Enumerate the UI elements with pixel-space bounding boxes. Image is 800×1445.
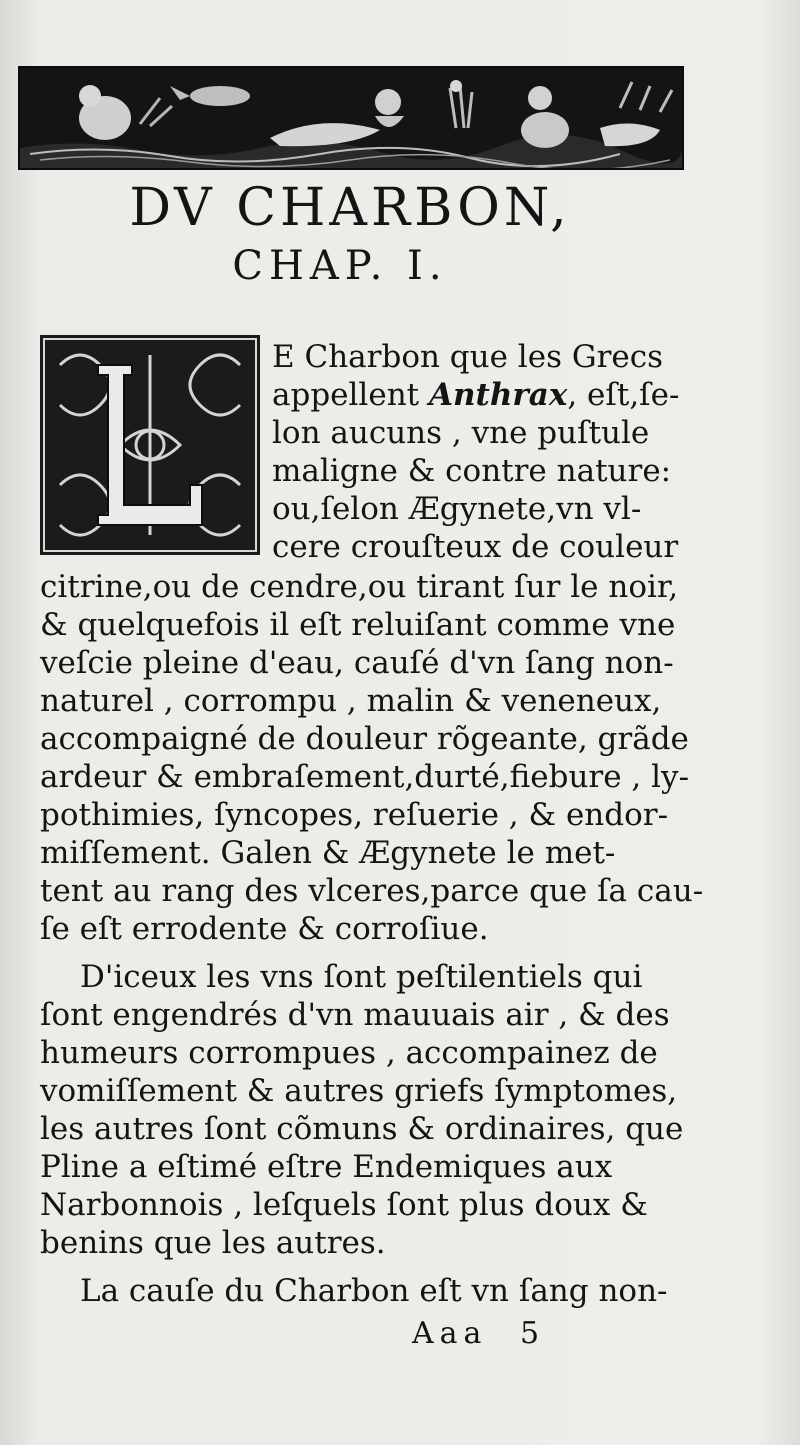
text-line-15: tent au rang des vlceres,parce que ſa cau- <box>40 873 704 909</box>
decorated-initial <box>40 335 260 555</box>
term-anthrax: Anthrax <box>428 377 568 413</box>
text-line-2-post: , eſt,ſe- <box>567 377 680 413</box>
text-line-24: benins que les autres. <box>40 1225 386 1261</box>
text-line-14: miſſement. Galen & Ægynete le met- <box>40 835 616 871</box>
text-line-5: ou,ſelon Ægynete,vn vl- <box>272 491 642 527</box>
text-line-23: Narbonnois , leſquels ſont plus doux & <box>40 1187 648 1223</box>
text-line-21: les autres ſont cõmuns & ordinaires, que <box>40 1111 684 1147</box>
ornamental-initial-icon <box>40 335 260 555</box>
woodcut-headpiece <box>18 66 684 170</box>
text-line-8: & quelquefois il eſt reluiſant comme vne <box>40 607 676 643</box>
text-line-20: vomiſſement & autres griefs ſymptomes, <box>40 1073 678 1109</box>
text-line-3: lon aucuns , vne puſtule <box>272 415 650 451</box>
text-line-7: citrine,ou de cendre,ou tirant ſur le noir, <box>40 569 679 605</box>
text-line-17: D'iceux les vns ſont peſtilentiels qui <box>80 959 643 995</box>
text-line-18: ſont engendrés d'vn mauuais air , & des <box>40 997 670 1033</box>
text-line-2 <box>272 376 680 414</box>
text-line-13: pothimies, ſyncopes, reſuerie , & endor- <box>40 797 669 833</box>
text-line-12: ardeur & embraſement,durté,fiebure , ly- <box>40 759 690 795</box>
text-line-1: E Charbon que les Grecs <box>272 339 664 375</box>
page-number: 5 <box>520 1316 540 1351</box>
text-line-2-pre: appellent <box>272 377 429 413</box>
text-line-6: cere crouſteux de couleur <box>272 529 679 565</box>
headpiece-ornament-icon <box>20 68 682 168</box>
text-line-4: maligne & contre nature: <box>272 453 672 489</box>
text-line-16: ſe eſt errodente & corroſiue. <box>40 911 489 947</box>
text-line-9: veſcie pleine d'eau, cauſé d'vn ſang non- <box>40 645 674 681</box>
text-line-22: Pline a eſtimé eſtre Endemiques aux <box>40 1149 613 1185</box>
text-line-10: naturel , corrompu , malin & veneneux, <box>40 683 662 719</box>
chapter-number: CHAP. I. <box>232 243 448 289</box>
text-line-25: La cauſe du Charbon eſt vn ſang non- <box>80 1273 668 1309</box>
chapter-heading: DV CHARBON, <box>129 178 571 238</box>
signature-mark: Aaa <box>412 1316 488 1351</box>
text-line-11: accompaigné de douleur rõgeante, grãde <box>40 721 689 757</box>
text-line-19: humeurs corrompues , accompainez de <box>40 1035 658 1071</box>
